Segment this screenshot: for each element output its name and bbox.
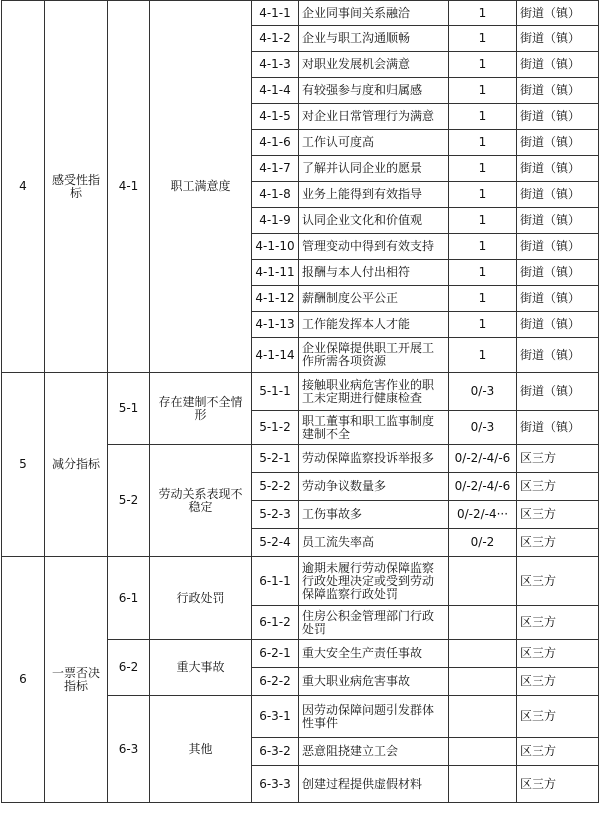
item-score: 0/-2/-4/-6 [449,473,517,501]
item-code: 4-1-10 [252,234,299,260]
item-text: 恶意阻挠建立工会 [299,738,449,766]
sub-name: 其他 [150,696,252,803]
item-text: 创建过程提供虚假材料 [299,766,449,803]
item-code: 6-2-2 [252,668,299,696]
item-code: 4-1-6 [252,130,299,156]
item-code: 4-1-1 [252,1,299,26]
item-level: 街道（镇） [517,373,599,411]
item-text: 工作认可度高 [299,130,449,156]
item-level: 街道（镇） [517,234,599,260]
item-text: 重大职业病危害事故 [299,668,449,696]
sub-name: 存在建制不全情形 [150,373,252,445]
item-text: 企业保障提供职工开展工作所需各项资源 [299,338,449,373]
item-score: 1 [449,182,517,208]
sub-code: 6-2 [108,640,150,696]
item-code: 5-1-1 [252,373,299,411]
item-score: 1 [449,286,517,312]
group-name: 减分指标 [45,373,108,557]
item-code: 5-2-4 [252,529,299,557]
item-level: 街道（镇） [517,52,599,78]
sub-name: 职工满意度 [150,1,252,373]
item-score: 1 [449,234,517,260]
item-code: 4-1-14 [252,338,299,373]
group-number: 4 [2,1,45,373]
table-row [2,373,599,411]
item-level: 街道（镇） [517,182,599,208]
item-text: 接触职业病危害作业的职工未定期进行健康检查 [299,373,449,411]
item-text: 住房公积金管理部门行政处罚 [299,606,449,640]
item-score [449,738,517,766]
item-text: 劳动争议数量多 [299,473,449,501]
table-row [2,1,599,26]
item-level: 街道（镇） [517,1,599,26]
item-code: 4-1-2 [252,26,299,52]
item-code: 4-1-4 [252,78,299,104]
item-code: 4-1-9 [252,208,299,234]
item-score [449,668,517,696]
item-score: 1 [449,104,517,130]
group-number: 5 [2,373,45,557]
item-level: 街道（镇） [517,411,599,445]
item-code: 4-1-3 [252,52,299,78]
sub-code: 5-1 [108,373,150,445]
group-number: 6 [2,557,45,803]
item-level: 区三方 [517,557,599,606]
item-level: 区三方 [517,696,599,738]
item-code: 6-2-1 [252,640,299,668]
item-level: 街道（镇） [517,338,599,373]
item-level: 街道（镇） [517,78,599,104]
item-score: 1 [449,156,517,182]
item-code: 4-1-12 [252,286,299,312]
item-score [449,557,517,606]
item-level: 区三方 [517,501,599,529]
item-code: 6-3-2 [252,738,299,766]
item-level: 街道（镇） [517,156,599,182]
item-score: 0/-2/-4/-6 [449,445,517,473]
item-level: 街道（镇） [517,260,599,286]
item-level: 街道（镇） [517,130,599,156]
item-level: 街道（镇） [517,208,599,234]
item-score: 1 [449,130,517,156]
item-text: 工伤事故多 [299,501,449,529]
item-level: 街道（镇） [517,286,599,312]
sub-code: 5-2 [108,445,150,557]
item-text: 对职业发展机会满意 [299,52,449,78]
item-level: 区三方 [517,668,599,696]
item-code: 6-3-1 [252,696,299,738]
item-score: 0/-2/-4··· [449,501,517,529]
item-score: 1 [449,260,517,286]
item-score [449,606,517,640]
item-code: 4-1-13 [252,312,299,338]
item-score: 1 [449,338,517,373]
indicator-table [1,0,599,803]
item-code: 5-2-2 [252,473,299,501]
item-score: 1 [449,26,517,52]
item-level: 区三方 [517,445,599,473]
item-text: 认同企业文化和价值观 [299,208,449,234]
item-text: 工作能发挥本人才能 [299,312,449,338]
item-score: 0/-3 [449,411,517,445]
item-score: 1 [449,78,517,104]
item-level: 区三方 [517,606,599,640]
group-name: 感受性指标 [45,1,108,373]
item-code: 6-3-3 [252,766,299,803]
item-text: 薪酬制度公平公正 [299,286,449,312]
sub-name: 行政处罚 [150,557,252,640]
item-score: 0/-3 [449,373,517,411]
item-level: 区三方 [517,529,599,557]
item-code: 5-2-1 [252,445,299,473]
sub-code: 6-1 [108,557,150,640]
item-text: 管理变动中得到有效支持 [299,234,449,260]
item-text: 因劳动保障问题引发群体性事件 [299,696,449,738]
item-level: 街道（镇） [517,104,599,130]
item-text: 有较强参与度和归属感 [299,78,449,104]
sub-name: 重大事故 [150,640,252,696]
item-level: 区三方 [517,766,599,803]
item-text: 重大安全生产责任事故 [299,640,449,668]
item-code: 4-1-8 [252,182,299,208]
sub-code: 6-3 [108,696,150,803]
item-text: 报酬与本人付出相符 [299,260,449,286]
item-text: 业务上能得到有效指导 [299,182,449,208]
sub-name: 劳动关系表现不稳定 [150,445,252,557]
group-name: 一票否决指标 [45,557,108,803]
sub-code: 4-1 [108,1,150,373]
item-score [449,696,517,738]
item-level: 街道（镇） [517,312,599,338]
item-code: 5-2-3 [252,501,299,529]
item-text: 企业同事间关系融洽 [299,1,449,26]
item-score: 0/-2 [449,529,517,557]
table-body [2,1,599,803]
item-score: 1 [449,208,517,234]
item-score: 1 [449,312,517,338]
item-code: 6-1-1 [252,557,299,606]
item-text: 员工流失率高 [299,529,449,557]
item-score: 1 [449,52,517,78]
item-text: 企业与职工沟通顺畅 [299,26,449,52]
item-text: 对企业日常管理行为满意 [299,104,449,130]
item-score [449,640,517,668]
item-score: 1 [449,1,517,26]
item-code: 5-1-2 [252,411,299,445]
item-level: 街道（镇） [517,26,599,52]
item-score [449,766,517,803]
item-code: 4-1-7 [252,156,299,182]
item-text: 逾期未履行劳动保障监察行政处理决定或受到劳动保障监察行政处罚 [299,557,449,606]
item-text: 职工董事和职工监事制度建制不全 [299,411,449,445]
item-code: 4-1-11 [252,260,299,286]
item-level: 区三方 [517,473,599,501]
item-text: 劳动保障监察投诉举报多 [299,445,449,473]
item-code: 6-1-2 [252,606,299,640]
item-text: 了解并认同企业的愿景 [299,156,449,182]
item-level: 区三方 [517,640,599,668]
item-code: 4-1-5 [252,104,299,130]
item-level: 区三方 [517,738,599,766]
table-row [2,557,599,606]
